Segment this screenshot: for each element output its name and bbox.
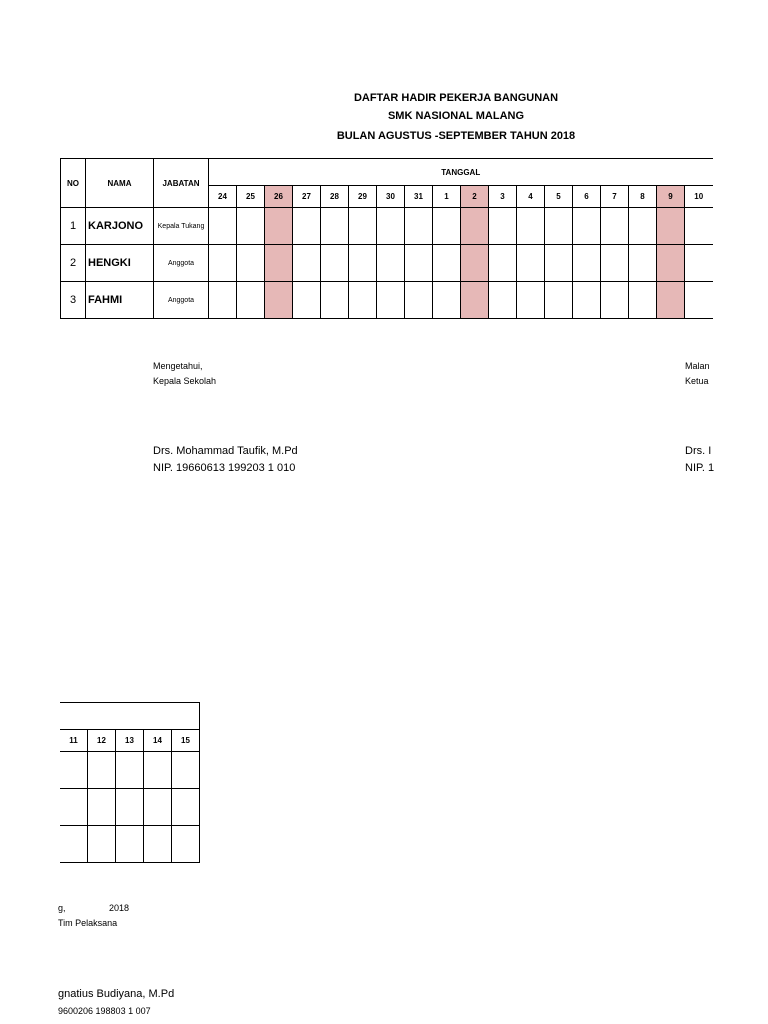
attendance-cell[interactable]	[349, 245, 377, 282]
date-header-7: 7	[601, 186, 629, 208]
attendance-cell[interactable]	[629, 208, 657, 245]
table-row	[60, 789, 200, 826]
row-nama: HENGKI	[86, 245, 154, 282]
left-sign-nip: NIP. 19660613 199203 1 010	[153, 462, 296, 474]
attendance-cell[interactable]	[461, 282, 489, 319]
header-tanggal-continued	[60, 703, 200, 730]
date-header-13: 13	[116, 730, 144, 752]
date-header-30: 30	[377, 186, 405, 208]
attendance-cell[interactable]	[60, 789, 88, 826]
attendance-cell[interactable]	[144, 752, 172, 789]
attendance-cell[interactable]	[517, 208, 545, 245]
row-jabatan: Anggota	[154, 245, 209, 282]
row-no: 1	[61, 208, 86, 245]
date-header-24: 24	[209, 186, 237, 208]
date-header-2: 2	[461, 186, 489, 208]
attendance-cell[interactable]	[657, 282, 685, 319]
table-row	[61, 208, 713, 245]
attendance-cell[interactable]	[116, 789, 144, 826]
left-sign-name: Drs. Mohammad Taufik, M.Pd	[153, 445, 298, 457]
date-header-28: 28	[321, 186, 349, 208]
attendance-table-page2-wrapper	[60, 702, 201, 864]
attendance-cell[interactable]	[377, 208, 405, 245]
attendance-cell[interactable]	[685, 245, 713, 282]
attendance-cell[interactable]	[172, 789, 200, 826]
right-sign-nip: NIP. 1	[685, 462, 714, 474]
date-header-29: 29	[349, 186, 377, 208]
attendance-cell[interactable]	[377, 282, 405, 319]
attendance-cell[interactable]	[237, 245, 265, 282]
date-header-9: 9	[657, 186, 685, 208]
row-nama: KARJONO	[86, 208, 154, 245]
date-header-5: 5	[545, 186, 573, 208]
right-sign-label1: Malan	[685, 361, 710, 371]
attendance-cell[interactable]	[461, 208, 489, 245]
attendance-cell[interactable]	[685, 282, 713, 319]
attendance-cell[interactable]	[321, 245, 349, 282]
attendance-cell[interactable]	[601, 282, 629, 319]
attendance-cell[interactable]	[116, 826, 144, 863]
attendance-cell[interactable]	[349, 208, 377, 245]
attendance-table-page1-wrapper	[60, 158, 714, 320]
attendance-cell[interactable]	[573, 208, 601, 245]
left-sign-label1: Mengetahui,	[153, 361, 203, 371]
date-header-15: 15	[172, 730, 200, 752]
date-header-4: 4	[517, 186, 545, 208]
right-sign-cont-nip: 9600206 198803 1 007	[58, 1006, 151, 1016]
attendance-cell[interactable]	[293, 208, 321, 245]
date-header-14: 14	[144, 730, 172, 752]
date-header-10: 10	[685, 186, 713, 208]
right-sign-label2: Ketua	[685, 376, 709, 386]
attendance-cell[interactable]	[88, 826, 116, 863]
attendance-cell[interactable]	[433, 282, 461, 319]
header-tanggal: TANGGAL	[209, 159, 713, 186]
attendance-cell[interactable]	[116, 752, 144, 789]
period-title: BULAN AGUSTUS -SEPTEMBER TAHUN 2018	[336, 130, 576, 142]
attendance-cell[interactable]	[265, 208, 293, 245]
header-no: NO	[61, 159, 86, 208]
date-header-31: 31	[405, 186, 433, 208]
date-header-3: 3	[489, 186, 517, 208]
attendance-cell[interactable]	[144, 826, 172, 863]
date-header-1: 1	[433, 186, 461, 208]
table-row	[61, 282, 713, 319]
attendance-cell[interactable]	[405, 282, 433, 319]
attendance-cell[interactable]	[601, 208, 629, 245]
date-header-12: 12	[88, 730, 116, 752]
attendance-cell[interactable]	[265, 282, 293, 319]
left-sign-label2: Kepala Sekolah	[153, 376, 217, 386]
attendance-table-page1	[60, 158, 713, 319]
attendance-cell[interactable]	[405, 245, 433, 282]
attendance-cell[interactable]	[545, 245, 573, 282]
attendance-cell[interactable]	[209, 208, 237, 245]
attendance-cell[interactable]	[321, 282, 349, 319]
right-sign-page2-clip	[58, 900, 258, 1024]
row-nama: FAHMI	[86, 282, 154, 319]
attendance-cell[interactable]	[209, 245, 237, 282]
attendance-cell[interactable]	[433, 245, 461, 282]
attendance-cell[interactable]	[545, 282, 573, 319]
attendance-cell[interactable]	[489, 282, 517, 319]
header-nama: NAMA	[86, 159, 154, 208]
date-header-27: 27	[293, 186, 321, 208]
attendance-cell[interactable]	[60, 752, 88, 789]
attendance-cell[interactable]	[489, 208, 517, 245]
date-header-25: 25	[237, 186, 265, 208]
attendance-cell[interactable]	[657, 245, 685, 282]
attendance-cell[interactable]	[685, 208, 713, 245]
right-sign-name: Drs. I	[685, 445, 712, 457]
attendance-cell[interactable]	[237, 208, 265, 245]
row-no: 3	[61, 282, 86, 319]
attendance-cell[interactable]	[172, 826, 200, 863]
document-title: DAFTAR HADIR PEKERJA BANGUNAN	[353, 92, 559, 104]
school-name: SMK NASIONAL MALANG	[387, 110, 525, 122]
date-header-6: 6	[573, 186, 601, 208]
attendance-cell[interactable]	[629, 282, 657, 319]
row-no: 2	[61, 245, 86, 282]
attendance-cell[interactable]	[88, 752, 116, 789]
attendance-table-page2	[60, 702, 200, 863]
date-header-26: 26	[265, 186, 293, 208]
attendance-cell[interactable]	[172, 752, 200, 789]
attendance-cell[interactable]	[88, 789, 116, 826]
right-sign-cont-name: gnatius Budiyana, M.Pd	[58, 988, 175, 1000]
attendance-cell[interactable]	[293, 245, 321, 282]
attendance-cell[interactable]	[517, 245, 545, 282]
attendance-cell[interactable]	[629, 245, 657, 282]
table-row	[60, 752, 200, 789]
attendance-cell[interactable]	[209, 282, 237, 319]
attendance-cell[interactable]	[321, 208, 349, 245]
attendance-cell[interactable]	[433, 208, 461, 245]
right-sign-page1-clip	[684, 355, 714, 480]
attendance-cell[interactable]	[265, 245, 293, 282]
attendance-cell[interactable]	[573, 245, 601, 282]
row-jabatan: Anggota	[154, 282, 209, 319]
attendance-cell[interactable]	[601, 245, 629, 282]
table-row	[61, 245, 713, 282]
right-sign-cont-label2: Tim Pelaksana	[58, 918, 118, 928]
header-jabatan: JABATAN	[154, 159, 209, 208]
date-header-11: 11	[60, 730, 88, 752]
right-sign-year: 2018	[109, 903, 130, 913]
attendance-cell[interactable]	[573, 282, 601, 319]
attendance-cell[interactable]	[144, 789, 172, 826]
attendance-cell[interactable]	[489, 245, 517, 282]
attendance-cell[interactable]	[237, 282, 265, 319]
row-jabatan: Kepala Tukang	[154, 208, 209, 245]
attendance-cell[interactable]	[545, 208, 573, 245]
date-header-row	[60, 730, 200, 752]
attendance-cell[interactable]	[377, 245, 405, 282]
attendance-cell[interactable]	[293, 282, 321, 319]
attendance-cell[interactable]	[405, 208, 433, 245]
right-sign-cont-label1: g,	[58, 903, 66, 913]
date-header-8: 8	[629, 186, 657, 208]
attendance-cell[interactable]	[60, 826, 88, 863]
attendance-cell[interactable]	[657, 208, 685, 245]
attendance-cell[interactable]	[349, 282, 377, 319]
attendance-cell[interactable]	[517, 282, 545, 319]
table-row	[60, 826, 200, 863]
attendance-cell[interactable]	[461, 245, 489, 282]
